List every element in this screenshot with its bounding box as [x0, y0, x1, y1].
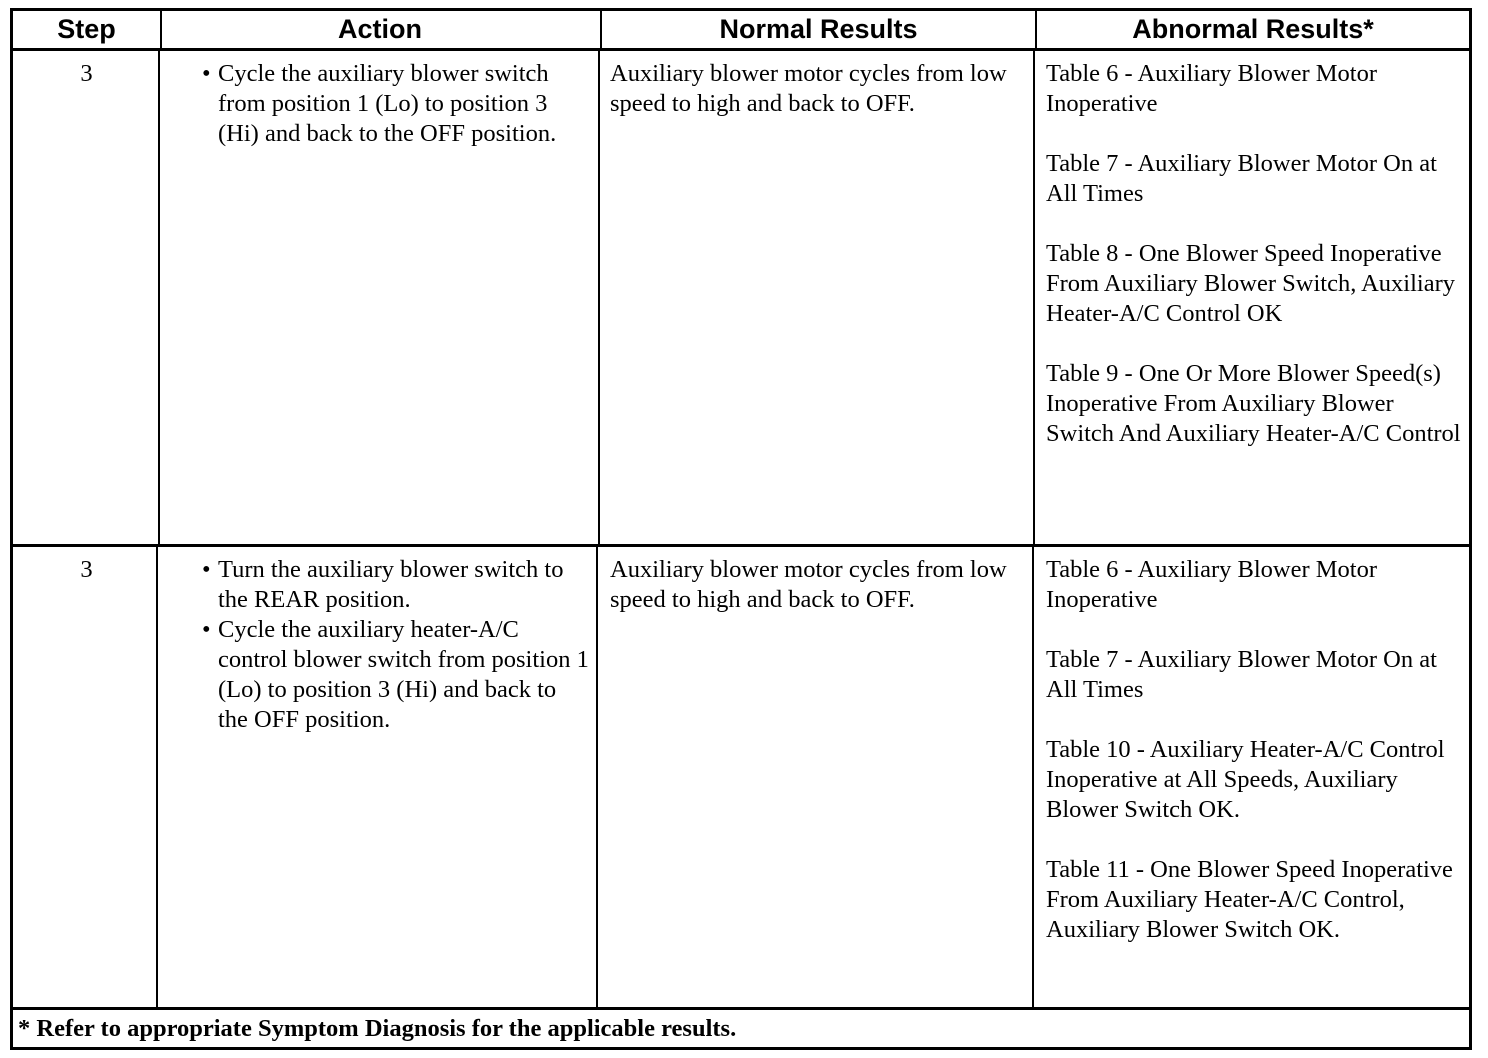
table-row	[13, 51, 1469, 547]
abnormal-result-item: Table 6 - Auxiliary Blower Motor Inoperative	[1046, 60, 1378, 117]
action-item: • Cycle the auxiliary heater-A/C control blower switch from position 1 (Lo) to position 3 (Hi) and back to the OFF position.	[218, 615, 592, 735]
abnormal-results-cell	[1037, 51, 1469, 544]
diagnosis-table	[10, 8, 1472, 1050]
abnormal-result-item: Table 8 - One Blower Speed Inoperative From Auxiliary Blower Switch, Auxiliary Heater-A/C Control OK	[1046, 240, 1455, 327]
action-cell	[160, 547, 600, 1007]
table-row	[13, 547, 1469, 1010]
table-footnote-row	[13, 1010, 1469, 1047]
abnormal-result-item: Table 7 - Auxiliary Blower Motor On at All Times	[1046, 646, 1437, 703]
action-item: • Turn the auxiliary blower switch to the REAR position.	[218, 555, 592, 615]
normal-results-cell: Auxiliary blower motor cycles from low speed to high and back to OFF.	[610, 60, 1007, 117]
normal-results-cell: Auxiliary blower motor cycles from low speed to high and back to OFF.	[610, 556, 1007, 613]
header-abnormal-results: Abnormal Results*	[1132, 14, 1374, 44]
header-step: Step	[57, 14, 116, 44]
action-item: • Cycle the auxiliary blower switch from position 1 (Lo) to position 3 (Hi) and back to the OFF position.	[218, 59, 592, 149]
abnormal-result-item: Table 7 - Auxiliary Blower Motor On at All Times	[1046, 150, 1437, 207]
footnote: * Refer to appropriate Symptom Diagnosis for the applicable results.	[18, 1015, 737, 1042]
header-action: Action	[338, 14, 422, 44]
header-normal-results: Normal Results	[719, 14, 918, 44]
step-cell: 3	[80, 556, 93, 583]
table-header-row	[13, 11, 1469, 51]
step-cell: 3	[80, 60, 93, 87]
abnormal-result-item: Table 6 - Auxiliary Blower Motor Inoperative	[1046, 556, 1378, 613]
abnormal-results-cell	[1037, 547, 1469, 1007]
action-cell	[160, 51, 600, 544]
abnormal-result-item: Table 10 - Auxiliary Heater-A/C Control Inoperative at All Speeds, Auxiliary Blower Switch OK.	[1046, 736, 1445, 823]
abnormal-result-item: Table 9 - One Or More Blower Speed(s) Inoperative From Auxiliary Blower Switch And Auxiliary Heater-A/C Control	[1046, 360, 1461, 447]
abnormal-result-item: Table 11 - One Blower Speed Inoperative From Auxiliary Heater-A/C Control, Auxiliary Blower Switch OK.	[1046, 856, 1453, 943]
